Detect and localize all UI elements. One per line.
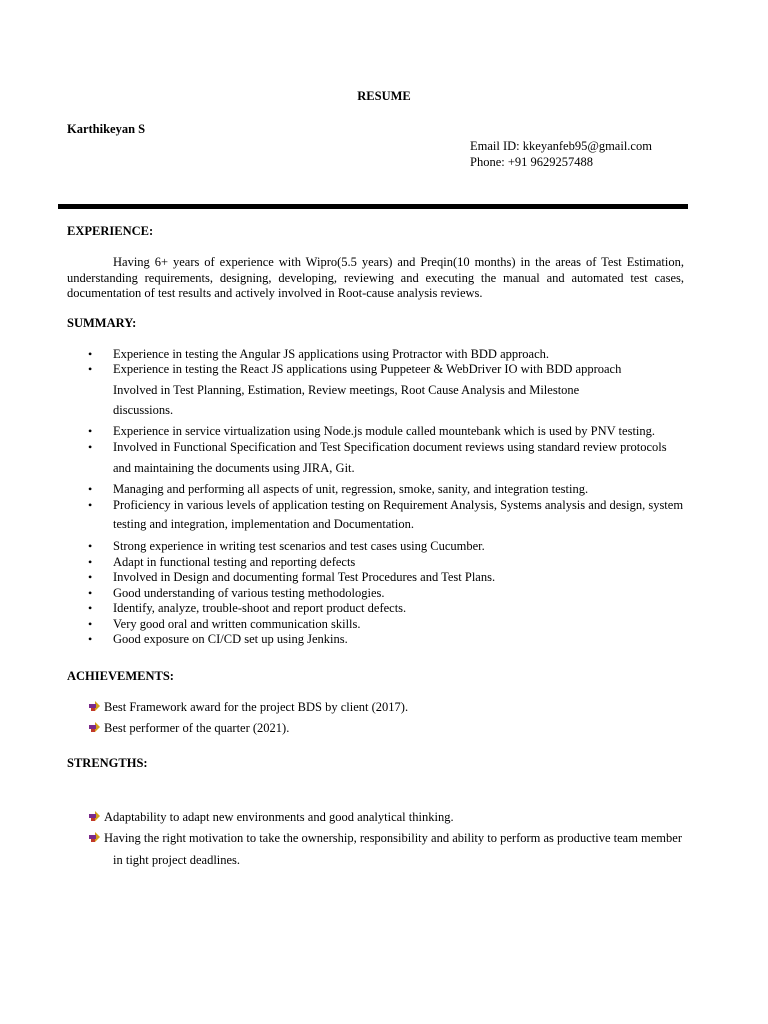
- bullet-dot-icon: •: [88, 424, 93, 438]
- bullet-dot-icon: •: [88, 482, 93, 496]
- arrow-bullet-icon: [88, 809, 102, 823]
- strengths-heading: STRENGTHS:: [67, 756, 148, 770]
- bullet-dot-icon: •: [88, 347, 93, 361]
- bullet-dot-icon: •: [88, 440, 93, 454]
- bullet-dot-icon: •: [88, 632, 93, 646]
- phone-line: Phone: +91 9629257488: [470, 155, 594, 169]
- bullet-dot-icon: •: [88, 586, 93, 600]
- strength-item: Adaptability to adapt new environments and good analytical thinking.: [88, 809, 454, 825]
- summary-heading: SUMMARY:: [67, 316, 137, 330]
- bullet-dot-icon: •: [88, 601, 93, 615]
- achievement-item: Best Framework award for the project BDS by client (2017).: [88, 699, 408, 715]
- bullet-dot-icon: •: [88, 539, 93, 553]
- header-divider: [58, 204, 688, 209]
- arrow-bullet-icon: [88, 830, 102, 844]
- arrow-bullet-icon: [88, 699, 102, 713]
- bullet-dot-icon: •: [88, 498, 93, 512]
- candidate-name: Karthikeyan S: [67, 122, 146, 136]
- bullet-dot-icon: •: [88, 555, 93, 569]
- experience-heading: EXPERIENCE:: [67, 224, 154, 238]
- strength-item: Having the right motivation to take the ownership, responsibility and ability to perform as productive team member: [88, 830, 682, 846]
- achievement-item: Best performer of the quarter (2021).: [88, 720, 289, 736]
- arrow-bullet-icon: [88, 720, 102, 734]
- page-title: RESUME: [357, 89, 411, 103]
- email-line: Email ID: kkeyanfeb95@gmail.com: [470, 139, 652, 153]
- bullet-dot-icon: •: [88, 570, 93, 584]
- achievements-heading: ACHIEVEMENTS:: [67, 669, 174, 683]
- strength-item-continuation: in tight project deadlines.: [113, 853, 241, 867]
- bullet-dot-icon: •: [88, 617, 93, 631]
- bullet-dot-icon: •: [88, 362, 93, 376]
- contact-block: [470, 138, 652, 170]
- experience-paragraph: Having 6+ years of experience with Wipro(5.5 years) and Preqin(10 months) in the areas of Test Estimation, understanding requirements, designing, developing, reviewing and executing the manual and automated test cases, documentation of test results and actively involved in Root-cause analysis reviews.: [67, 255, 684, 300]
